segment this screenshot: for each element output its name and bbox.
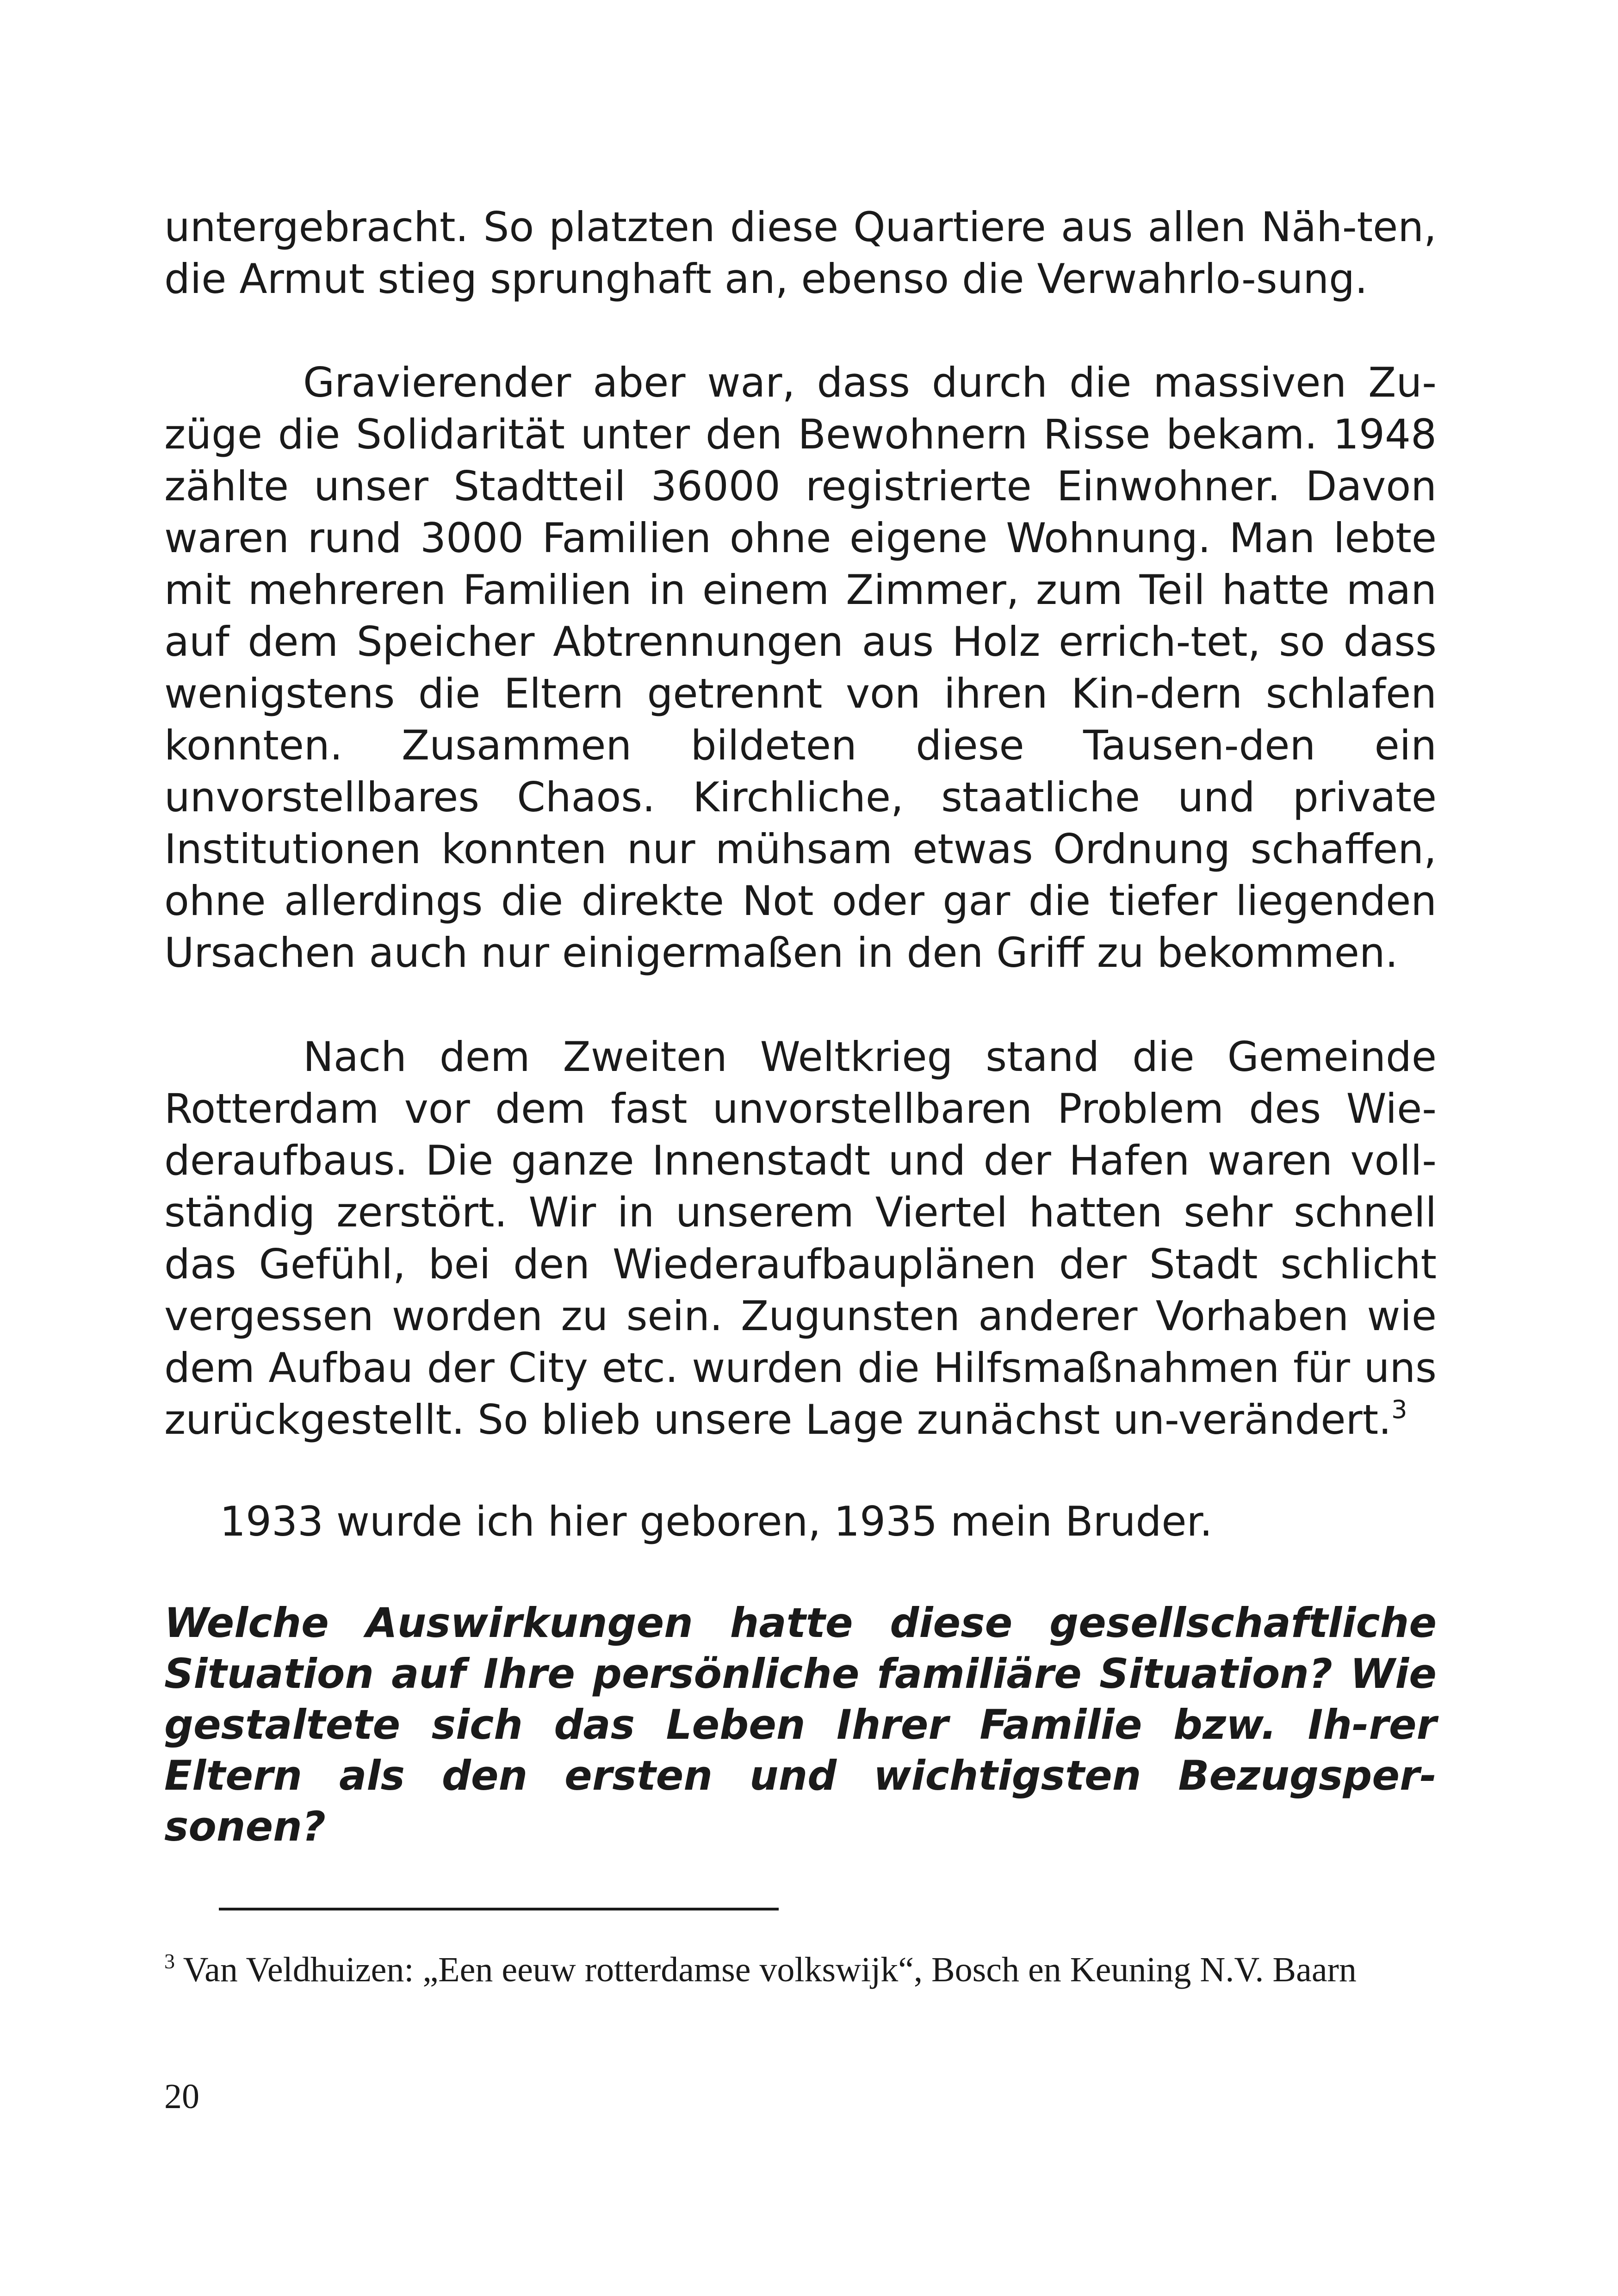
paragraph-3	[164, 1031, 1437, 1446]
paragraph-1: untergebracht. So platzten diese Quartiere aus allen Näh-ten, die Armut stieg sprunghaft an, ebenso die Verwahrlo-sung.	[164, 203, 1437, 303]
paragraph-4: 1933 wurde ich hier geboren, 1935 mein Bruder.	[220, 1498, 1213, 1545]
footnote	[164, 1944, 1437, 1996]
interview-question: Welche Auswirkungen hatte diese gesellschaftliche Situation auf Ihre persönliche familiäre Situation? Wie gestaltete sich das Leben Ihrer Familie bzw. Ih-rer Eltern als den ersten und wichtigsten Bezugsper-sonen?	[164, 1599, 1437, 1850]
footnote-separator	[219, 1908, 779, 1910]
paragraph-2: Gravierender aber war, dass durch die massiven Zu-züge die Solidarität unter den Bewohnern Risse bekam. 1948 zählte unser Stadtteil 36000 registrierte Einwohner. Davon waren rund 3000 Familien ohne eigene Wohnung. Man lebte mit mehreren Familien in einem Zimmer, zum Teil hatte man auf dem Speicher Abtrennungen aus Holz errich-tet, so dass wenigstens die Eltern getrennt von ihren Kin-dern schlafen konnten. Zusammen bildeten diese Tausen-den ein unvorstellbares Chaos. Kirchliche, staatliche und private Institutionen konnten nur mühsam etwas Ordnung schaffen, ohne allerdings die direkte Not oder gar die tiefer liegenden Ursachen auch nur einigermaßen in den Griff zu bekommen.	[164, 359, 1437, 977]
page-number: 20	[164, 2077, 199, 2116]
paragraph-3-text: Nach dem Zweiten Weltkrieg stand die Gemeinde Rotterdam vor dem fast unvorstellbaren Problem des Wie-deraufbaus. Die ganze Innenstadt und der Hafen waren voll-ständig zerstört. Wir in unserem Viertel hatten sehr schnell das Gefühl, bei den Wiederaufbauplänen der Stadt schlicht vergessen worden zu sein. Zugunsten anderer Vorhaben wie dem Aufbau der City etc. wurden die Hilfsmaßnahmen für uns zurückgestellt. So blieb unsere Lage zunächst un-verändert.	[164, 1033, 1437, 1444]
footnote-reference: 3	[1391, 1395, 1407, 1424]
footnote-text: Van Veldhuizen: „Een eeuw rotterdamse volkswijk“, Bosch en Keuning N.V. Baarn	[175, 1950, 1357, 1989]
footnote-number: 3	[164, 1949, 175, 1973]
